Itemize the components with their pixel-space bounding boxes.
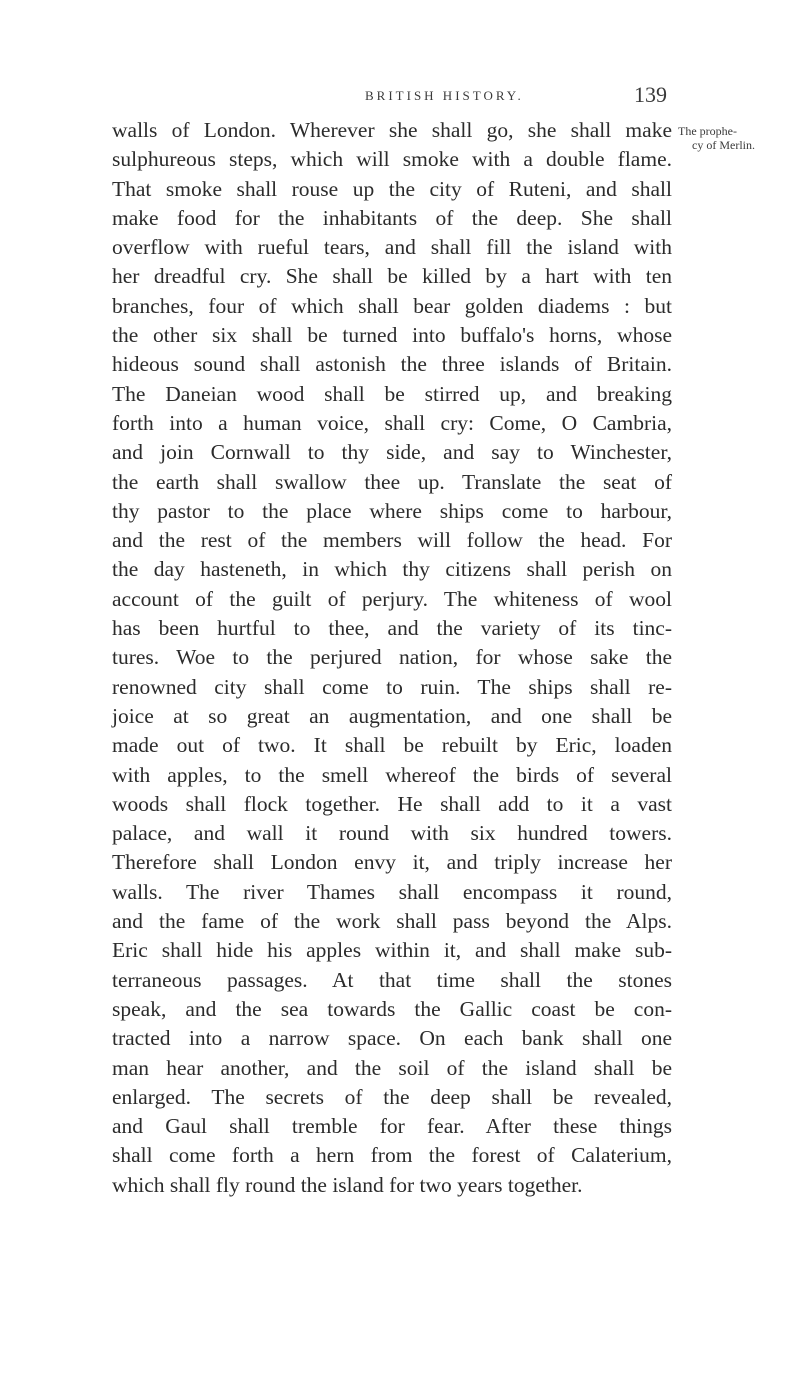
text-line: and Gaul shall tremble for fear. After these things <box>112 1114 672 1139</box>
text-line: speak, and the sea towards the Gallic coast be con- <box>112 996 672 1021</box>
margin-note-line: cy of Merlin. <box>692 138 755 152</box>
page-number: 139 <box>634 82 667 107</box>
running-title: BRITISH HISTORY. <box>365 88 524 103</box>
text-line: thy pastor to the place where ships come to harbour, <box>112 498 672 523</box>
text-line: man hear another, and the soil of the island shall be <box>112 1055 672 1080</box>
text-line: make food for the inhabitants of the deep. She shall <box>112 205 672 230</box>
text-line: the earth shall swallow thee up. Translate the seat of <box>112 469 672 494</box>
text-line: overflow with rueful tears, and shall fill the island with <box>112 235 672 260</box>
text-line: renowned city shall come to ruin. The ships shall re- <box>112 674 672 699</box>
text-line: and the rest of the members will follow the head. For <box>112 528 672 553</box>
text-line: with apples, to the smell whereof the birds of several <box>112 762 672 787</box>
text-line: the other six shall be turned into buffalo's horns, whose <box>112 323 672 348</box>
text-line: the day hasteneth, in which thy citizens shall perish on <box>112 557 672 582</box>
text-line: Therefore shall London envy it, and triply increase her <box>112 850 672 875</box>
text-line: and the fame of the work shall pass beyond the Alps. <box>112 909 672 934</box>
text-line: The Daneian wood shall be stirred up, and breaking <box>112 381 672 406</box>
text-line: palace, and wall it round with six hundred towers. <box>112 821 672 846</box>
text-line: Eric shall hide his apples within it, and shall make sub- <box>112 938 672 963</box>
text-line: which shall fly round the island for two years together. <box>112 1172 583 1197</box>
text-line: branches, four of which shall bear golden diadems : but <box>112 293 672 318</box>
text-line: made out of two. It shall be rebuilt by Eric, loaden <box>112 733 672 758</box>
text-line: woods shall flock together. He shall add to it a vast <box>112 791 672 816</box>
text-line: hideous sound shall astonish the three islands of Britain. <box>112 352 672 377</box>
text-line: walls of London. Wherever she shall go, she shall make <box>112 118 672 142</box>
margin-note-line: The prophe- <box>678 124 737 138</box>
text-line: tures. Woe to the perjured nation, for whose sake the <box>112 645 672 670</box>
body-text <box>112 116 672 1200</box>
margin-note <box>678 124 788 152</box>
text-line: sulphureous steps, which will smoke with a double flame. <box>112 147 672 172</box>
text-line: tracted into a narrow space. On each bank shall one <box>112 1026 672 1051</box>
running-head <box>0 82 800 112</box>
text-line: shall come forth a hern from the forest of Calaterium, <box>112 1143 672 1168</box>
text-line: her dreadful cry. She shall be killed by a hart with ten <box>112 264 672 289</box>
text-line: has been hurtful to thee, and the variety of its tinc- <box>112 616 672 641</box>
text-line: forth into a human voice, shall cry: Come, O Cambria, <box>112 410 672 435</box>
text-line: joice at so great an augmentation, and one shall be <box>112 703 672 728</box>
text-line: walls. The river Thames shall encompass it round, <box>112 879 672 904</box>
text-line: That smoke shall rouse up the city of Ruteni, and shall <box>112 176 672 201</box>
text-line: and join Cornwall to thy side, and say to Winchester, <box>112 440 672 465</box>
text-line: enlarged. The secrets of the deep shall be revealed, <box>112 1084 672 1109</box>
text-line: terraneous passages. At that time shall the stones <box>112 967 672 992</box>
text-line: account of the guilt of perjury. The whiteness of wool <box>112 586 672 611</box>
